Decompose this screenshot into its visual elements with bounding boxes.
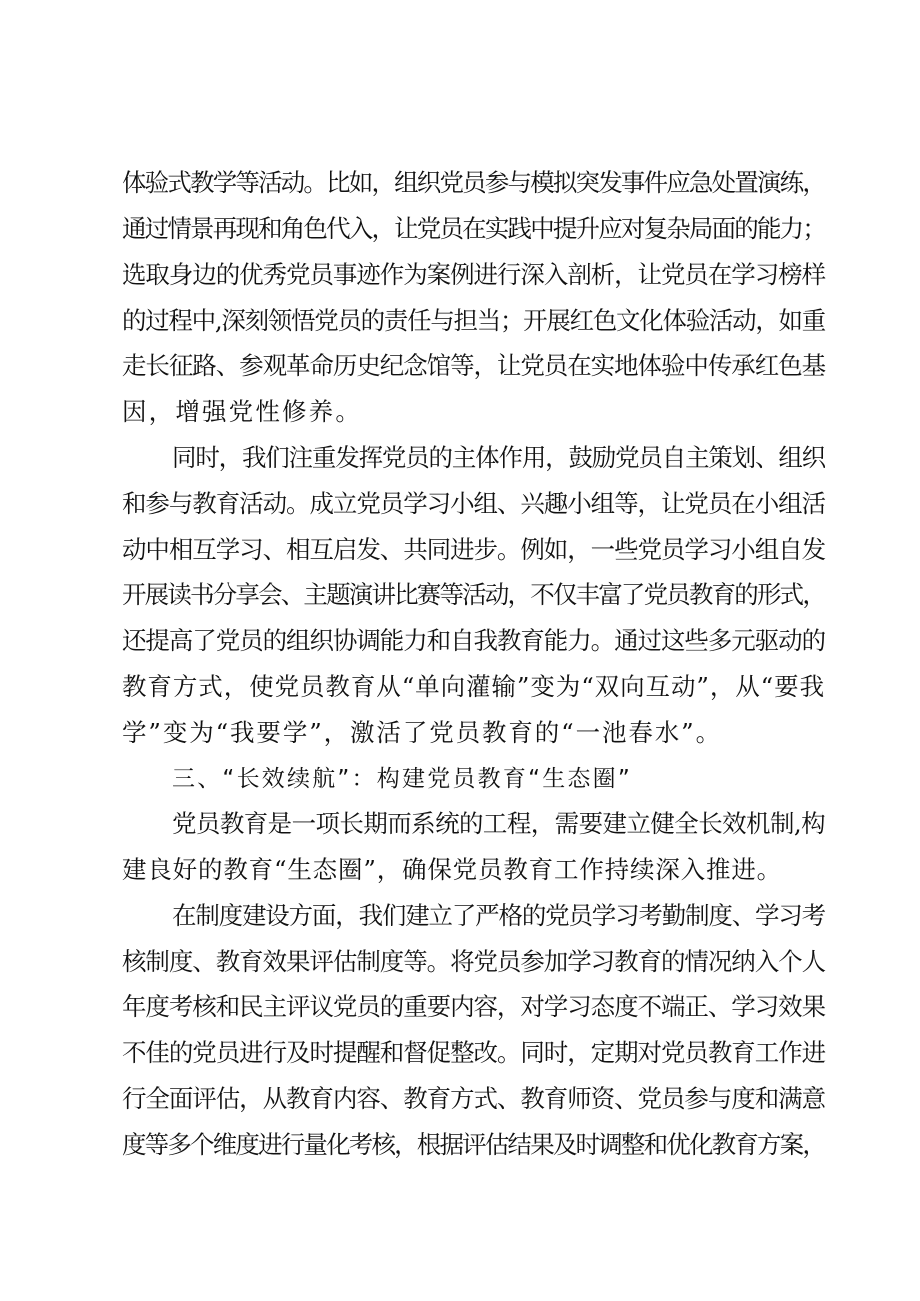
- paragraph-line: 核制度、教育效果评估制度等。将党员参加学习教育的情况纳入个人: [122, 947, 825, 976]
- paragraph-line: 走长征路、参观革命历史纪念馆等，让党员在实地体验中传承红色基: [122, 351, 825, 380]
- paragraph-line: 教育方式，使党员教育从“单向灌输”变为“双向互动”，从“要我: [122, 672, 825, 701]
- paragraph-line: 和参与教育活动。成立党员学习小组、兴趣小组等，让党员在小组活: [122, 489, 825, 518]
- paragraph-line: 不佳的党员进行及时提醒和督促整改。同时，定期对党员教育工作进: [122, 1038, 825, 1067]
- paragraph-line: 党员教育是一项长期而系统的工程，需要建立健全长效机制,构: [172, 809, 825, 838]
- paragraph-line: 选取身边的优秀党员事迹作为案例进行深入剖析，让党员在学习榜样: [122, 260, 825, 289]
- paragraph-line: 学”变为“我要学”，激活了党员教育的“一池春水”。: [122, 718, 722, 747]
- paragraph-line: 因，增强党性修养。: [122, 397, 362, 426]
- paragraph-line: 动中相互学习、相互启发、共同进步。例如，一些党员学习小组自发: [122, 535, 825, 564]
- paragraph-line: 体验式教学等活动。比如，组织党员参与模拟突发事件应急处置演练，: [122, 168, 825, 197]
- paragraph-line: 的过程中,深刻领悟党员的责任与担当；开展红色文化体验活动，如重: [122, 306, 825, 335]
- paragraph-line: 还提高了党员的组织协调能力和自我教育能力。通过这些多元驱动的: [122, 626, 825, 655]
- paragraph-line: 行全面评估，从教育内容、教育方式、教育师资、党员参与度和满意: [122, 1084, 825, 1113]
- paragraph-line: 通过情景再现和角色代入，让党员在实践中提升应对复杂局面的能力；: [122, 214, 825, 243]
- paragraph-line: 开展读书分享会、主题演讲比赛等活动，不仅丰富了党员教育的形式，: [122, 580, 825, 609]
- section-heading: 三、“长效续航”：构建党员教育“生态圈”: [172, 766, 632, 792]
- paragraph-line: 度等多个维度进行量化考核，根据评估结果及时调整和优化教育方案，: [122, 1130, 825, 1159]
- paragraph-line: 同时，我们注重发挥党员的主体作用，鼓励党员自主策划、组织: [172, 443, 825, 472]
- paragraph-line: 年度考核和民主评议党员的重要内容，对学习态度不端正、学习效果: [122, 992, 825, 1021]
- paragraph-line: 建良好的教育“生态圈”，确保党员教育工作持续深入推进。: [122, 855, 782, 884]
- paragraph-line: 在制度建设方面，我们建立了严格的党员学习考勤制度、学习考: [172, 901, 825, 930]
